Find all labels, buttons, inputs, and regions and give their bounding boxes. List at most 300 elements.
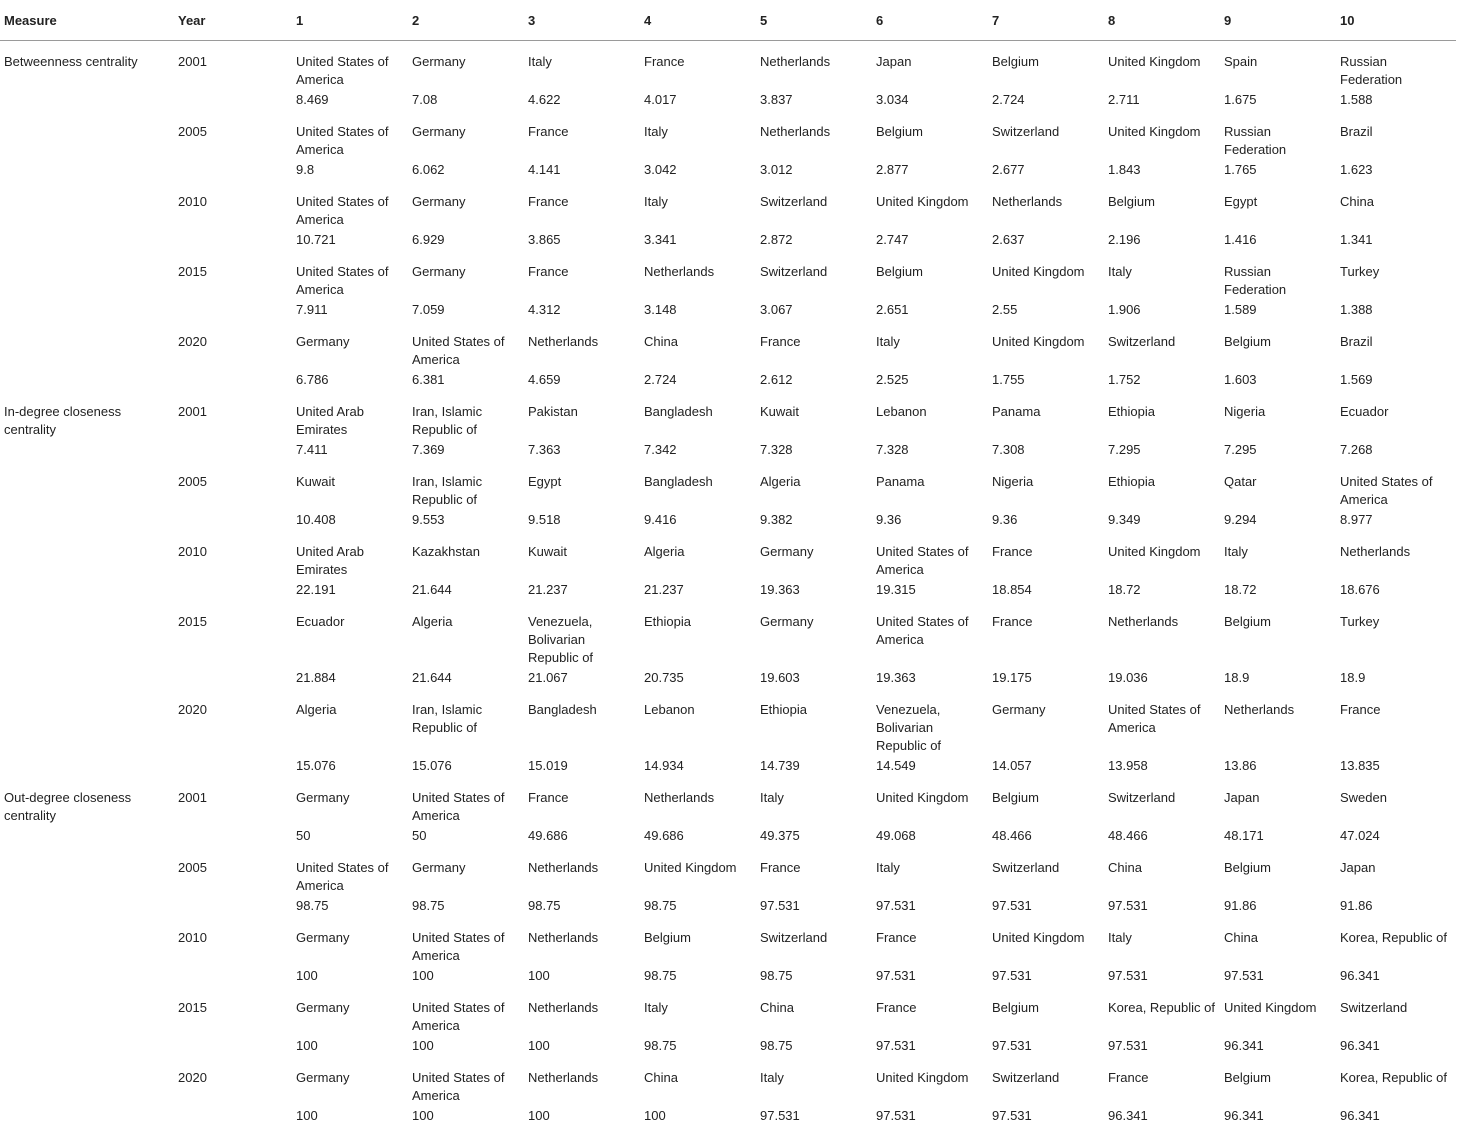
country-name-cell: Nigeria [1220, 391, 1336, 439]
value-cell: 9.518 [524, 509, 640, 531]
value-cell: 18.9 [1336, 667, 1456, 689]
value-cell: 2.55 [988, 299, 1104, 321]
value-cell: 3.837 [756, 89, 872, 111]
empty-cell [174, 965, 292, 987]
value-cell: 100 [292, 1035, 408, 1057]
country-name-cell: Panama [988, 391, 1104, 439]
country-name-cell: United Kingdom [1104, 111, 1220, 159]
value-cell: 2.525 [872, 369, 988, 391]
country-name-cell: Switzerland [756, 251, 872, 299]
value-cell: 21.644 [408, 667, 524, 689]
value-cell: 4.659 [524, 369, 640, 391]
country-name-cell: Netherlands [988, 181, 1104, 229]
value-cell: 96.341 [1220, 1035, 1336, 1057]
value-cell: 18.854 [988, 579, 1104, 601]
country-name-cell: Germany [408, 181, 524, 229]
value-cell: 1.755 [988, 369, 1104, 391]
measure-cell-empty [0, 461, 174, 509]
country-name-cell: Panama [872, 461, 988, 509]
country-name-cell: Switzerland [988, 111, 1104, 159]
header-rank-9: 9 [1220, 0, 1336, 41]
value-cell: 1.603 [1220, 369, 1336, 391]
country-name-cell: Qatar [1220, 461, 1336, 509]
country-name-cell: France [756, 847, 872, 895]
country-name-cell: Bangladesh [524, 689, 640, 755]
country-name-cell: United Kingdom [988, 321, 1104, 369]
value-cell: 98.75 [756, 965, 872, 987]
value-cell: 7.295 [1104, 439, 1220, 461]
value-cell: 7.268 [1336, 439, 1456, 461]
header-rank-1: 1 [292, 0, 408, 41]
country-name-cell: Sweden [1336, 777, 1456, 825]
value-cell: 4.017 [640, 89, 756, 111]
value-cell: 15.076 [408, 755, 524, 777]
header-rank-10: 10 [1336, 0, 1456, 41]
country-name-cell: Algeria [408, 601, 524, 667]
value-cell: 2.724 [988, 89, 1104, 111]
value-cell: 18.9 [1220, 667, 1336, 689]
empty-cell [0, 439, 174, 461]
empty-cell [0, 895, 174, 917]
country-name-cell: Brazil [1336, 321, 1456, 369]
value-cell: 1.752 [1104, 369, 1220, 391]
value-cell: 1.388 [1336, 299, 1456, 321]
table-row [0, 181, 1456, 229]
table-row [0, 689, 1456, 755]
measure-cell-empty [0, 251, 174, 299]
value-cell: 7.295 [1220, 439, 1336, 461]
value-cell: 1.843 [1104, 159, 1220, 181]
value-cell: 100 [640, 1105, 756, 1127]
empty-cell [0, 825, 174, 847]
country-name-cell: Spain [1220, 41, 1336, 90]
country-name-cell: China [1336, 181, 1456, 229]
value-cell: 100 [524, 1105, 640, 1127]
header-measure: Measure [0, 0, 174, 41]
table-row [0, 299, 1456, 321]
country-name-cell: Germany [292, 1057, 408, 1105]
empty-cell [0, 89, 174, 111]
country-name-cell: Switzerland [1104, 321, 1220, 369]
empty-cell [174, 667, 292, 689]
value-cell: 97.531 [872, 1105, 988, 1127]
empty-cell [174, 229, 292, 251]
country-name-cell: Kuwait [524, 531, 640, 579]
value-cell: 50 [408, 825, 524, 847]
table-row [0, 1105, 1456, 1127]
country-name-cell: France [524, 251, 640, 299]
country-name-cell: Netherlands [524, 847, 640, 895]
country-name-cell: Germany [292, 917, 408, 965]
value-cell: 1.588 [1336, 89, 1456, 111]
value-cell: 9.36 [988, 509, 1104, 531]
empty-cell [174, 299, 292, 321]
measure-cell-empty [0, 181, 174, 229]
value-cell: 91.86 [1336, 895, 1456, 917]
measure-cell-empty [0, 111, 174, 159]
measure-label: Betweenness centrality [0, 41, 174, 90]
empty-cell [174, 1035, 292, 1057]
country-name-cell: Korea, Republic of [1336, 917, 1456, 965]
year-label: 2005 [174, 461, 292, 509]
country-name-cell: United Kingdom [872, 777, 988, 825]
table-body [0, 41, 1456, 1127]
value-cell: 98.75 [640, 895, 756, 917]
table-row [0, 41, 1456, 90]
table-row [0, 917, 1456, 965]
country-name-cell: United Arab Emirates [292, 531, 408, 579]
value-cell: 19.036 [1104, 667, 1220, 689]
country-name-cell: Japan [1336, 847, 1456, 895]
value-cell: 15.019 [524, 755, 640, 777]
value-cell: 20.735 [640, 667, 756, 689]
country-name-cell: Italy [640, 111, 756, 159]
country-name-cell: United States of America [292, 181, 408, 229]
country-name-cell: United States of America [408, 1057, 524, 1105]
value-cell: 18.676 [1336, 579, 1456, 601]
country-name-cell: Russian Federation [1336, 41, 1456, 90]
empty-cell [174, 89, 292, 111]
value-cell: 96.341 [1336, 1105, 1456, 1127]
value-cell: 97.531 [872, 1035, 988, 1057]
country-name-cell: Japan [1220, 777, 1336, 825]
value-cell: 97.531 [988, 1105, 1104, 1127]
header-rank-2: 2 [408, 0, 524, 41]
value-cell: 6.786 [292, 369, 408, 391]
country-name-cell: Germany [292, 987, 408, 1035]
value-cell: 96.341 [1336, 1035, 1456, 1057]
country-name-cell: Egypt [524, 461, 640, 509]
country-name-cell: Ethiopia [1104, 461, 1220, 509]
empty-cell [174, 825, 292, 847]
year-label: 2015 [174, 987, 292, 1035]
country-name-cell: Belgium [988, 41, 1104, 90]
value-cell: 1.623 [1336, 159, 1456, 181]
header-rank-3: 3 [524, 0, 640, 41]
table-row [0, 1057, 1456, 1105]
country-name-cell: Belgium [1104, 181, 1220, 229]
country-name-cell: United States of America [292, 41, 408, 90]
value-cell: 96.341 [1104, 1105, 1220, 1127]
country-name-cell: Iran, Islamic Republic of [408, 461, 524, 509]
country-name-cell: Ecuador [1336, 391, 1456, 439]
country-name-cell: Germany [408, 847, 524, 895]
table-row [0, 895, 1456, 917]
country-name-cell: Netherlands [524, 1057, 640, 1105]
country-name-cell: France [1336, 689, 1456, 755]
value-cell: 98.75 [756, 1035, 872, 1057]
country-name-cell: Brazil [1336, 111, 1456, 159]
measure-cell-empty [0, 321, 174, 369]
measure-cell-empty [0, 847, 174, 895]
value-cell: 98.75 [640, 1035, 756, 1057]
table-row [0, 251, 1456, 299]
table-row [0, 111, 1456, 159]
country-name-cell: France [872, 917, 988, 965]
value-cell: 1.416 [1220, 229, 1336, 251]
country-name-cell: China [640, 1057, 756, 1105]
value-cell: 1.765 [1220, 159, 1336, 181]
value-cell: 8.469 [292, 89, 408, 111]
value-cell: 100 [524, 965, 640, 987]
value-cell: 8.977 [1336, 509, 1456, 531]
empty-cell [174, 369, 292, 391]
value-cell: 97.531 [988, 965, 1104, 987]
value-cell: 49.686 [640, 825, 756, 847]
country-name-cell: Russian Federation [1220, 111, 1336, 159]
country-name-cell: Kuwait [756, 391, 872, 439]
country-name-cell: China [1104, 847, 1220, 895]
table-row [0, 159, 1456, 181]
table-row [0, 777, 1456, 825]
country-name-cell: Ethiopia [1104, 391, 1220, 439]
country-name-cell: Belgium [640, 917, 756, 965]
country-name-cell: Italy [640, 987, 756, 1035]
value-cell: 6.381 [408, 369, 524, 391]
country-name-cell: Kuwait [292, 461, 408, 509]
table-row [0, 439, 1456, 461]
value-cell: 1.906 [1104, 299, 1220, 321]
country-name-cell: Switzerland [756, 181, 872, 229]
value-cell: 3.042 [640, 159, 756, 181]
country-name-cell: Japan [872, 41, 988, 90]
value-cell: 13.86 [1220, 755, 1336, 777]
country-name-cell: United States of America [408, 987, 524, 1035]
country-name-cell: Belgium [988, 777, 1104, 825]
empty-cell [0, 159, 174, 181]
value-cell: 3.148 [640, 299, 756, 321]
value-cell: 7.08 [408, 89, 524, 111]
year-label: 2020 [174, 1057, 292, 1105]
country-name-cell: Italy [524, 41, 640, 90]
table-row [0, 369, 1456, 391]
value-cell: 2.612 [756, 369, 872, 391]
empty-cell [0, 229, 174, 251]
value-cell: 97.531 [988, 1035, 1104, 1057]
year-label: 2005 [174, 111, 292, 159]
country-name-cell: France [988, 531, 1104, 579]
country-name-cell: Germany [988, 689, 1104, 755]
measure-cell-empty [0, 987, 174, 1035]
value-cell: 22.191 [292, 579, 408, 601]
country-name-cell: Lebanon [872, 391, 988, 439]
value-cell: 98.75 [524, 895, 640, 917]
value-cell: 100 [292, 965, 408, 987]
value-cell: 21.067 [524, 667, 640, 689]
country-name-cell: Turkey [1336, 251, 1456, 299]
table-row [0, 579, 1456, 601]
value-cell: 7.911 [292, 299, 408, 321]
value-cell: 98.75 [292, 895, 408, 917]
country-name-cell: Russian Federation [1220, 251, 1336, 299]
country-name-cell: Egypt [1220, 181, 1336, 229]
value-cell: 2.196 [1104, 229, 1220, 251]
value-cell: 97.531 [1104, 1035, 1220, 1057]
country-name-cell: Switzerland [756, 917, 872, 965]
country-name-cell: Belgium [1220, 601, 1336, 667]
country-name-cell: Italy [872, 321, 988, 369]
country-name-cell: United Arab Emirates [292, 391, 408, 439]
value-cell: 7.308 [988, 439, 1104, 461]
country-name-cell: France [756, 321, 872, 369]
value-cell: 2.877 [872, 159, 988, 181]
country-name-cell: Italy [756, 777, 872, 825]
year-label: 2020 [174, 689, 292, 755]
empty-cell [0, 965, 174, 987]
country-name-cell: Netherlands [524, 321, 640, 369]
country-name-cell: United States of America [1104, 689, 1220, 755]
value-cell: 47.024 [1336, 825, 1456, 847]
year-label: 2010 [174, 181, 292, 229]
country-name-cell: United Kingdom [872, 181, 988, 229]
value-cell: 13.958 [1104, 755, 1220, 777]
measure-label: Out-degree closeness centrality [0, 777, 174, 825]
country-name-cell: Ethiopia [756, 689, 872, 755]
country-name-cell: Italy [1104, 251, 1220, 299]
value-cell: 97.531 [872, 965, 988, 987]
measure-label: In-degree closeness centrality [0, 391, 174, 439]
year-label: 2010 [174, 531, 292, 579]
value-cell: 14.739 [756, 755, 872, 777]
value-cell: 18.72 [1104, 579, 1220, 601]
value-cell: 100 [408, 1105, 524, 1127]
country-name-cell: Netherlands [756, 111, 872, 159]
country-name-cell: Netherlands [524, 917, 640, 965]
country-name-cell: United Kingdom [872, 1057, 988, 1105]
value-cell: 98.75 [640, 965, 756, 987]
country-name-cell: Italy [1104, 917, 1220, 965]
country-name-cell: Germany [292, 777, 408, 825]
country-name-cell: Netherlands [756, 41, 872, 90]
year-label: 2001 [174, 391, 292, 439]
value-cell: 19.175 [988, 667, 1104, 689]
country-name-cell: Belgium [1220, 1057, 1336, 1105]
table-row [0, 509, 1456, 531]
country-name-cell: Bangladesh [640, 461, 756, 509]
measure-cell-empty [0, 601, 174, 667]
table-row [0, 1035, 1456, 1057]
table-row [0, 89, 1456, 111]
country-name-cell: Italy [640, 181, 756, 229]
country-name-cell: China [640, 321, 756, 369]
header-rank-7: 7 [988, 0, 1104, 41]
value-cell: 7.328 [872, 439, 988, 461]
country-name-cell: Bangladesh [640, 391, 756, 439]
value-cell: 3.012 [756, 159, 872, 181]
header-rank-8: 8 [1104, 0, 1220, 41]
value-cell: 100 [292, 1105, 408, 1127]
value-cell: 1.589 [1220, 299, 1336, 321]
value-cell: 100 [408, 1035, 524, 1057]
value-cell: 100 [524, 1035, 640, 1057]
value-cell: 1.569 [1336, 369, 1456, 391]
country-name-cell: France [524, 777, 640, 825]
year-label: 2001 [174, 777, 292, 825]
table-row [0, 825, 1456, 847]
value-cell: 91.86 [1220, 895, 1336, 917]
country-name-cell: United States of America [292, 847, 408, 895]
table-row [0, 531, 1456, 579]
country-name-cell: China [756, 987, 872, 1035]
country-name-cell: United States of America [408, 777, 524, 825]
year-label: 2020 [174, 321, 292, 369]
value-cell: 10.408 [292, 509, 408, 531]
country-name-cell: France [524, 181, 640, 229]
measure-cell-empty [0, 689, 174, 755]
country-name-cell: Netherlands [640, 251, 756, 299]
country-name-cell: Netherlands [1104, 601, 1220, 667]
table-row [0, 601, 1456, 667]
value-cell: 9.382 [756, 509, 872, 531]
country-name-cell: United Kingdom [1104, 531, 1220, 579]
value-cell: 7.342 [640, 439, 756, 461]
table-row [0, 987, 1456, 1035]
value-cell: 15.076 [292, 755, 408, 777]
year-label: 2015 [174, 601, 292, 667]
value-cell: 2.724 [640, 369, 756, 391]
country-name-cell: Germany [292, 321, 408, 369]
value-cell: 4.141 [524, 159, 640, 181]
country-name-cell: United States of America [1336, 461, 1456, 509]
header-rank-4: 4 [640, 0, 756, 41]
table-row [0, 321, 1456, 369]
country-name-cell: Germany [756, 531, 872, 579]
value-cell: 49.686 [524, 825, 640, 847]
table-row [0, 461, 1456, 509]
header-year: Year [174, 0, 292, 41]
country-name-cell: Germany [408, 251, 524, 299]
country-name-cell: United Kingdom [1220, 987, 1336, 1035]
country-name-cell: Belgium [1220, 847, 1336, 895]
value-cell: 9.416 [640, 509, 756, 531]
value-cell: 3.865 [524, 229, 640, 251]
country-name-cell: Korea, Republic of [1336, 1057, 1456, 1105]
country-name-cell: Switzerland [988, 1057, 1104, 1105]
year-label: 2005 [174, 847, 292, 895]
value-cell: 96.341 [1336, 965, 1456, 987]
empty-cell [174, 1105, 292, 1127]
value-cell: 2.651 [872, 299, 988, 321]
country-name-cell: Italy [1220, 531, 1336, 579]
value-cell: 7.059 [408, 299, 524, 321]
value-cell: 21.644 [408, 579, 524, 601]
value-cell: 9.294 [1220, 509, 1336, 531]
value-cell: 97.531 [1220, 965, 1336, 987]
country-name-cell: United Kingdom [1104, 41, 1220, 90]
country-name-cell: Belgium [1220, 321, 1336, 369]
country-name-cell: Venezuela, Bolivarian Republic of [524, 601, 640, 667]
country-name-cell: United States of America [872, 601, 988, 667]
country-name-cell: Belgium [872, 111, 988, 159]
country-name-cell: Germany [408, 41, 524, 90]
empty-cell [0, 755, 174, 777]
country-name-cell: Turkey [1336, 601, 1456, 667]
country-name-cell: Netherlands [640, 777, 756, 825]
country-name-cell: Germany [408, 111, 524, 159]
value-cell: 97.531 [988, 895, 1104, 917]
country-name-cell: United States of America [408, 321, 524, 369]
country-name-cell: Nigeria [988, 461, 1104, 509]
country-name-cell: Netherlands [524, 987, 640, 1035]
value-cell: 21.237 [640, 579, 756, 601]
empty-cell [0, 369, 174, 391]
measure-cell-empty [0, 917, 174, 965]
country-name-cell: Italy [756, 1057, 872, 1105]
country-name-cell: Italy [872, 847, 988, 895]
header-rank-5: 5 [756, 0, 872, 41]
country-name-cell: France [640, 41, 756, 90]
header-row [0, 0, 1456, 41]
